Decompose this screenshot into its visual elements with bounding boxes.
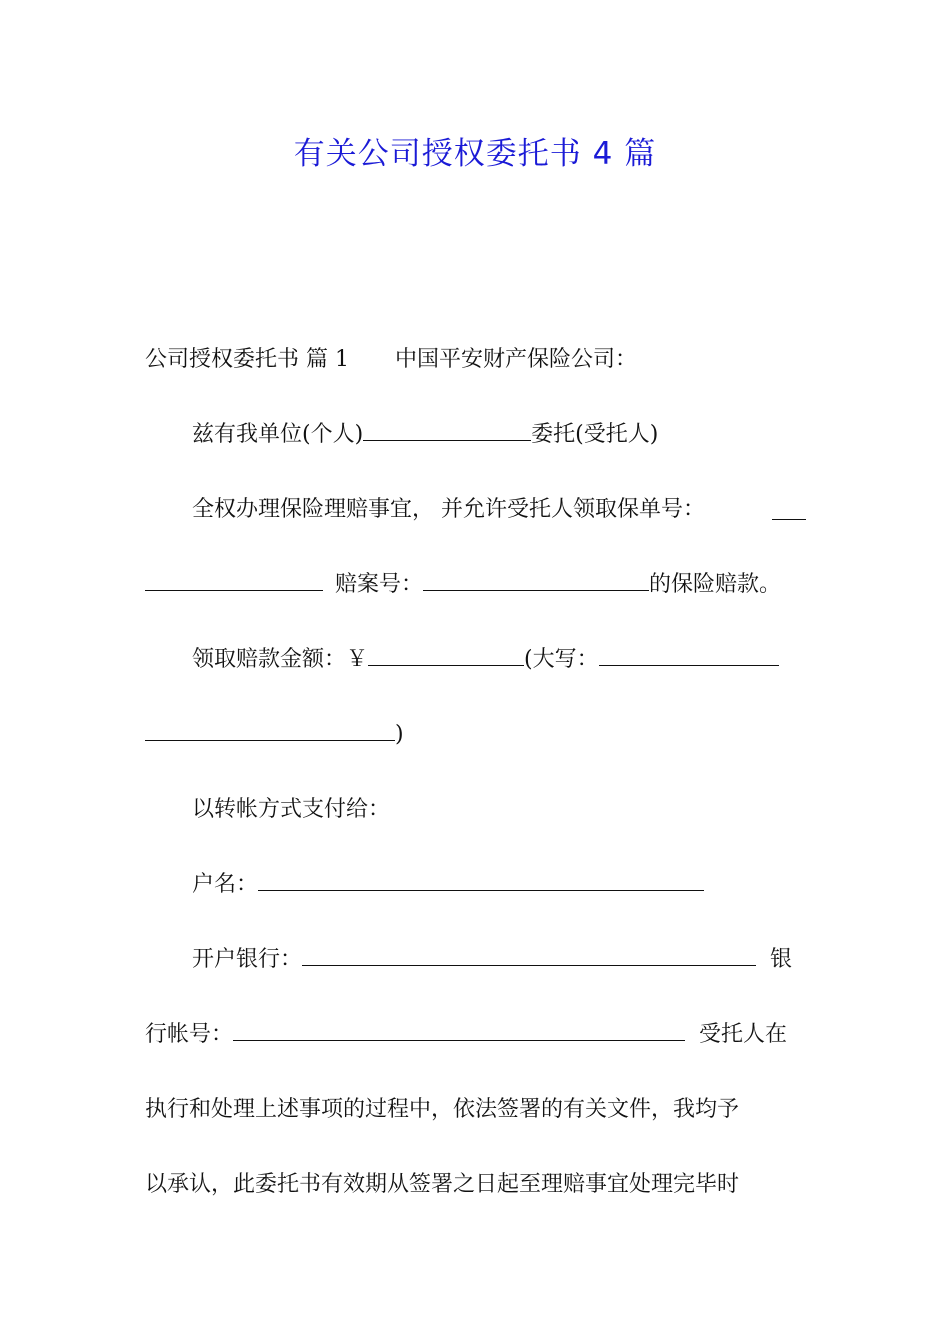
blank-claim-number — [423, 570, 649, 591]
line-6: ) — [145, 719, 404, 751]
blank-account-name — [258, 870, 704, 891]
blank-bank — [302, 945, 756, 966]
line-10: 行帐号： 受托人在 — [145, 1022, 788, 1047]
line-4: 赔案号： 的保险赔款。 — [145, 569, 781, 601]
line-9: 开户银行： 银 — [192, 947, 793, 972]
line-8: 户名： — [192, 869, 704, 901]
blank-account-number — [233, 1020, 685, 1041]
blank-amount — [368, 645, 524, 666]
line-7: 以转帐方式支付给： — [192, 797, 391, 822]
blank-amount-words-cont — [145, 720, 395, 741]
line-12: 以承认，此委托书有效期从签署之日起至理赔事宜处理完毕时 — [145, 1172, 740, 1197]
line-2: 兹有我单位(个人) 委托(受托人) — [192, 422, 659, 447]
blank-policy-number-start — [772, 499, 806, 520]
document-title: 有关公司授权委托书 4 篇 — [293, 136, 657, 172]
line-1 — [145, 344, 637, 376]
blank-policy-number — [145, 570, 323, 591]
addressee: 中国平安财产保险公司： — [394, 347, 637, 372]
line-3: 全权办理保险理赔事宜， 并允许受托人领取保单号： — [192, 497, 705, 522]
line-11: 执行和处理上述事项的过程中，依法签署的有关文件，我均予 — [145, 1097, 740, 1122]
blank-amount-words — [599, 645, 779, 666]
line-5: 领取赔款金额：￥ (大写： — [192, 644, 779, 676]
section-heading: 公司授权委托书 篇 1 — [145, 347, 349, 372]
blank-trustee — [363, 420, 531, 441]
